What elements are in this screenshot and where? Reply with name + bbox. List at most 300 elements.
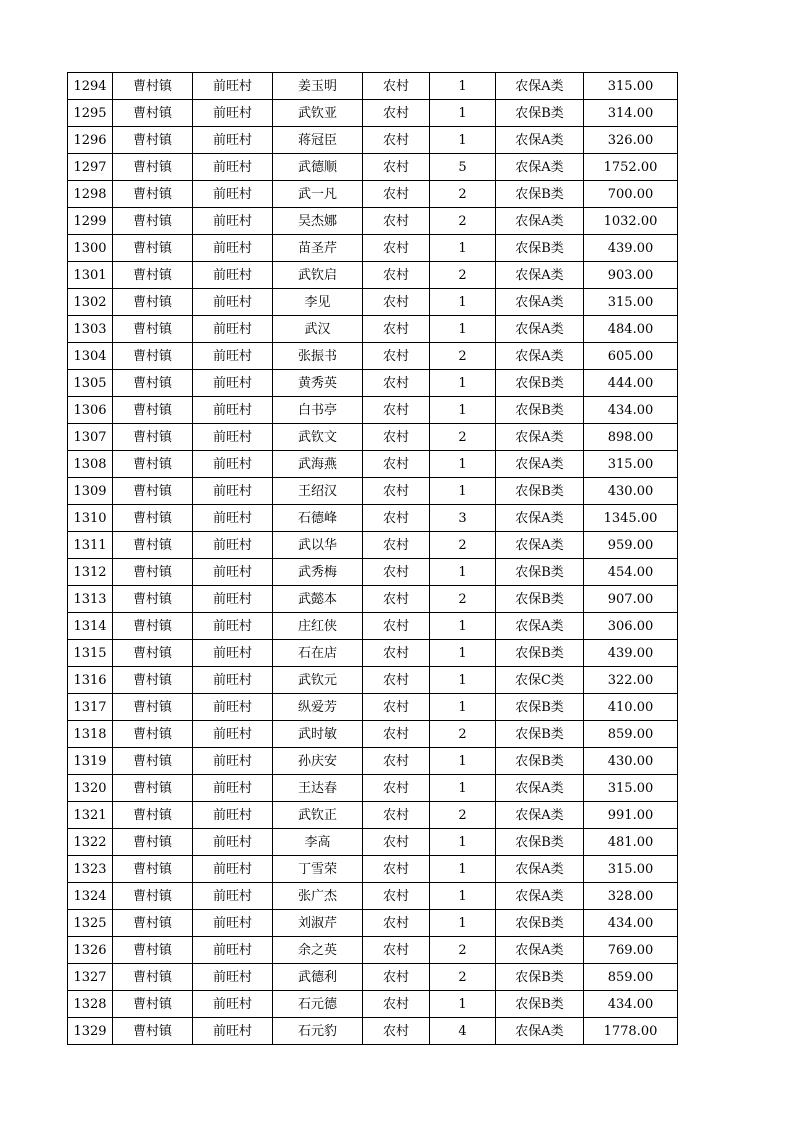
amount-cell: 410.00 <box>584 694 678 721</box>
household-type-cell: 农村 <box>363 73 430 100</box>
amount-cell: 328.00 <box>584 883 678 910</box>
table-row <box>68 1018 678 1045</box>
member-count-cell: 1 <box>430 127 496 154</box>
table-row <box>68 613 678 640</box>
person-name-cell: 武德利 <box>273 964 363 991</box>
household-type-cell: 农村 <box>363 370 430 397</box>
town-cell: 曹村镇 <box>113 856 193 883</box>
amount-cell: 314.00 <box>584 100 678 127</box>
amount-cell: 322.00 <box>584 667 678 694</box>
member-count-cell: 3 <box>430 505 496 532</box>
village-cell: 前旺村 <box>193 613 273 640</box>
serial-number-cell: 1325 <box>68 910 113 937</box>
table-row <box>68 127 678 154</box>
town-cell: 曹村镇 <box>113 964 193 991</box>
amount-cell: 444.00 <box>584 370 678 397</box>
village-cell: 前旺村 <box>193 397 273 424</box>
amount-cell: 700.00 <box>584 181 678 208</box>
insurance-category-cell: 农保A类 <box>496 343 584 370</box>
town-cell: 曹村镇 <box>113 262 193 289</box>
household-type-cell: 农村 <box>363 829 430 856</box>
town-cell: 曹村镇 <box>113 289 193 316</box>
serial-number-cell: 1300 <box>68 235 113 262</box>
insurance-category-cell: 农保B类 <box>496 640 584 667</box>
amount-cell: 315.00 <box>584 451 678 478</box>
person-name-cell: 黄秀英 <box>273 370 363 397</box>
household-type-cell: 农村 <box>363 316 430 343</box>
serial-number-cell: 1302 <box>68 289 113 316</box>
serial-number-cell: 1317 <box>68 694 113 721</box>
person-name-cell: 苗圣芹 <box>273 235 363 262</box>
member-count-cell: 1 <box>430 73 496 100</box>
member-count-cell: 2 <box>430 964 496 991</box>
member-count-cell: 1 <box>430 667 496 694</box>
town-cell: 曹村镇 <box>113 694 193 721</box>
amount-cell: 315.00 <box>584 856 678 883</box>
table-row <box>68 154 678 181</box>
village-cell: 前旺村 <box>193 73 273 100</box>
town-cell: 曹村镇 <box>113 1018 193 1045</box>
village-cell: 前旺村 <box>193 289 273 316</box>
household-type-cell: 农村 <box>363 451 430 478</box>
table-row <box>68 910 678 937</box>
insurance-category-cell: 农保B类 <box>496 721 584 748</box>
household-type-cell: 农村 <box>363 505 430 532</box>
amount-cell: 1778.00 <box>584 1018 678 1045</box>
member-count-cell: 2 <box>430 586 496 613</box>
serial-number-cell: 1323 <box>68 856 113 883</box>
insurance-category-cell: 农保A类 <box>496 613 584 640</box>
town-cell: 曹村镇 <box>113 937 193 964</box>
member-count-cell: 2 <box>430 208 496 235</box>
household-type-cell: 农村 <box>363 289 430 316</box>
village-cell: 前旺村 <box>193 100 273 127</box>
serial-number-cell: 1296 <box>68 127 113 154</box>
member-count-cell: 1 <box>430 100 496 127</box>
serial-number-cell: 1320 <box>68 775 113 802</box>
amount-cell: 434.00 <box>584 991 678 1018</box>
household-type-cell: 农村 <box>363 910 430 937</box>
member-count-cell: 1 <box>430 613 496 640</box>
village-cell: 前旺村 <box>193 883 273 910</box>
town-cell: 曹村镇 <box>113 505 193 532</box>
serial-number-cell: 1303 <box>68 316 113 343</box>
town-cell: 曹村镇 <box>113 748 193 775</box>
table-row <box>68 343 678 370</box>
insurance-category-cell: 农保A类 <box>496 451 584 478</box>
amount-cell: 454.00 <box>584 559 678 586</box>
serial-number-cell: 1306 <box>68 397 113 424</box>
household-type-cell: 农村 <box>363 937 430 964</box>
household-type-cell: 农村 <box>363 748 430 775</box>
table-row <box>68 883 678 910</box>
table-row <box>68 289 678 316</box>
member-count-cell: 1 <box>430 478 496 505</box>
household-type-cell: 农村 <box>363 586 430 613</box>
village-cell: 前旺村 <box>193 640 273 667</box>
town-cell: 曹村镇 <box>113 775 193 802</box>
insurance-category-cell: 农保B类 <box>496 478 584 505</box>
household-type-cell: 农村 <box>363 856 430 883</box>
town-cell: 曹村镇 <box>113 829 193 856</box>
insurance-category-cell: 农保C类 <box>496 667 584 694</box>
member-count-cell: 1 <box>430 991 496 1018</box>
member-count-cell: 1 <box>430 883 496 910</box>
person-name-cell: 石在店 <box>273 640 363 667</box>
household-type-cell: 农村 <box>363 721 430 748</box>
village-cell: 前旺村 <box>193 181 273 208</box>
amount-cell: 859.00 <box>584 964 678 991</box>
insurance-category-cell: 农保A类 <box>496 505 584 532</box>
serial-number-cell: 1307 <box>68 424 113 451</box>
insurance-category-cell: 农保B类 <box>496 991 584 1018</box>
town-cell: 曹村镇 <box>113 883 193 910</box>
person-name-cell: 武钦文 <box>273 424 363 451</box>
amount-cell: 439.00 <box>584 640 678 667</box>
member-count-cell: 2 <box>430 532 496 559</box>
table-row <box>68 370 678 397</box>
amount-cell: 859.00 <box>584 721 678 748</box>
village-cell: 前旺村 <box>193 559 273 586</box>
insurance-category-cell: 农保A类 <box>496 73 584 100</box>
person-name-cell: 武钦启 <box>273 262 363 289</box>
village-cell: 前旺村 <box>193 748 273 775</box>
person-name-cell: 庄红侠 <box>273 613 363 640</box>
member-count-cell: 1 <box>430 856 496 883</box>
person-name-cell: 刘淑芹 <box>273 910 363 937</box>
amount-cell: 907.00 <box>584 586 678 613</box>
town-cell: 曹村镇 <box>113 100 193 127</box>
member-count-cell: 1 <box>430 316 496 343</box>
table-row <box>68 775 678 802</box>
household-type-cell: 农村 <box>363 964 430 991</box>
person-name-cell: 武一凡 <box>273 181 363 208</box>
village-cell: 前旺村 <box>193 343 273 370</box>
serial-number-cell: 1301 <box>68 262 113 289</box>
insurance-category-cell: 农保A类 <box>496 208 584 235</box>
household-type-cell: 农村 <box>363 154 430 181</box>
table-row <box>68 505 678 532</box>
town-cell: 曹村镇 <box>113 802 193 829</box>
amount-cell: 898.00 <box>584 424 678 451</box>
town-cell: 曹村镇 <box>113 370 193 397</box>
member-count-cell: 4 <box>430 1018 496 1045</box>
insurance-category-cell: 农保B类 <box>496 910 584 937</box>
insurance-category-cell: 农保B类 <box>496 829 584 856</box>
member-count-cell: 5 <box>430 154 496 181</box>
serial-number-cell: 1310 <box>68 505 113 532</box>
member-count-cell: 2 <box>430 937 496 964</box>
household-type-cell: 农村 <box>363 127 430 154</box>
serial-number-cell: 1298 <box>68 181 113 208</box>
person-name-cell: 李高 <box>273 829 363 856</box>
member-count-cell: 2 <box>430 343 496 370</box>
insurance-category-cell: 农保A类 <box>496 937 584 964</box>
village-cell: 前旺村 <box>193 208 273 235</box>
serial-number-cell: 1305 <box>68 370 113 397</box>
table-row <box>68 559 678 586</box>
village-cell: 前旺村 <box>193 127 273 154</box>
insurance-category-cell: 农保A类 <box>496 1018 584 1045</box>
member-count-cell: 1 <box>430 235 496 262</box>
insurance-category-cell: 农保B类 <box>496 694 584 721</box>
amount-cell: 434.00 <box>584 397 678 424</box>
amount-cell: 326.00 <box>584 127 678 154</box>
person-name-cell: 石元豹 <box>273 1018 363 1045</box>
insurance-category-cell: 农保A类 <box>496 316 584 343</box>
village-cell: 前旺村 <box>193 478 273 505</box>
table-row <box>68 721 678 748</box>
serial-number-cell: 1328 <box>68 991 113 1018</box>
household-type-cell: 农村 <box>363 775 430 802</box>
town-cell: 曹村镇 <box>113 451 193 478</box>
member-count-cell: 1 <box>430 370 496 397</box>
amount-cell: 430.00 <box>584 748 678 775</box>
table-row <box>68 397 678 424</box>
household-type-cell: 农村 <box>363 640 430 667</box>
serial-number-cell: 1321 <box>68 802 113 829</box>
table-row <box>68 694 678 721</box>
serial-number-cell: 1311 <box>68 532 113 559</box>
amount-cell: 1752.00 <box>584 154 678 181</box>
village-cell: 前旺村 <box>193 235 273 262</box>
table-row <box>68 262 678 289</box>
household-type-cell: 农村 <box>363 559 430 586</box>
village-cell: 前旺村 <box>193 856 273 883</box>
table-row <box>68 316 678 343</box>
village-cell: 前旺村 <box>193 370 273 397</box>
village-cell: 前旺村 <box>193 667 273 694</box>
village-cell: 前旺村 <box>193 721 273 748</box>
household-type-cell: 农村 <box>363 883 430 910</box>
town-cell: 曹村镇 <box>113 316 193 343</box>
insurance-category-cell: 农保A类 <box>496 532 584 559</box>
member-count-cell: 1 <box>430 289 496 316</box>
town-cell: 曹村镇 <box>113 586 193 613</box>
serial-number-cell: 1314 <box>68 613 113 640</box>
table-row <box>68 586 678 613</box>
insurance-category-cell: 农保B类 <box>496 370 584 397</box>
member-count-cell: 1 <box>430 829 496 856</box>
town-cell: 曹村镇 <box>113 640 193 667</box>
amount-cell: 959.00 <box>584 532 678 559</box>
serial-number-cell: 1319 <box>68 748 113 775</box>
household-type-cell: 农村 <box>363 1018 430 1045</box>
household-type-cell: 农村 <box>363 532 430 559</box>
amount-cell: 315.00 <box>584 289 678 316</box>
person-name-cell: 石元德 <box>273 991 363 1018</box>
serial-number-cell: 1308 <box>68 451 113 478</box>
table-row <box>68 235 678 262</box>
member-count-cell: 2 <box>430 721 496 748</box>
insurance-category-cell: 农保B类 <box>496 235 584 262</box>
table-row <box>68 208 678 235</box>
insurance-category-cell: 农保A类 <box>496 127 584 154</box>
person-name-cell: 余之英 <box>273 937 363 964</box>
village-cell: 前旺村 <box>193 964 273 991</box>
town-cell: 曹村镇 <box>113 73 193 100</box>
roster-table-body <box>68 73 678 1045</box>
table-row <box>68 748 678 775</box>
town-cell: 曹村镇 <box>113 991 193 1018</box>
serial-number-cell: 1318 <box>68 721 113 748</box>
serial-number-cell: 1295 <box>68 100 113 127</box>
member-count-cell: 2 <box>430 424 496 451</box>
village-cell: 前旺村 <box>193 586 273 613</box>
table-row <box>68 100 678 127</box>
insurance-category-cell: 农保A类 <box>496 262 584 289</box>
serial-number-cell: 1297 <box>68 154 113 181</box>
town-cell: 曹村镇 <box>113 667 193 694</box>
person-name-cell: 武钦正 <box>273 802 363 829</box>
insurance-category-cell: 农保A类 <box>496 775 584 802</box>
village-cell: 前旺村 <box>193 937 273 964</box>
insurance-category-cell: 农保A类 <box>496 883 584 910</box>
amount-cell: 315.00 <box>584 73 678 100</box>
household-type-cell: 农村 <box>363 208 430 235</box>
table-row <box>68 451 678 478</box>
person-name-cell: 纵爱芳 <box>273 694 363 721</box>
table-row <box>68 829 678 856</box>
table-row <box>68 802 678 829</box>
person-name-cell: 蒋冠臣 <box>273 127 363 154</box>
table-row <box>68 667 678 694</box>
town-cell: 曹村镇 <box>113 721 193 748</box>
insurance-category-cell: 农保B类 <box>496 559 584 586</box>
insurance-category-cell: 农保A类 <box>496 424 584 451</box>
serial-number-cell: 1294 <box>68 73 113 100</box>
serial-number-cell: 1324 <box>68 883 113 910</box>
insurance-category-cell: 农保B类 <box>496 748 584 775</box>
member-count-cell: 1 <box>430 451 496 478</box>
town-cell: 曹村镇 <box>113 613 193 640</box>
person-name-cell: 武钦元 <box>273 667 363 694</box>
amount-cell: 1345.00 <box>584 505 678 532</box>
person-name-cell: 张广杰 <box>273 883 363 910</box>
person-name-cell: 张振书 <box>273 343 363 370</box>
member-count-cell: 1 <box>430 748 496 775</box>
serial-number-cell: 1313 <box>68 586 113 613</box>
roster-table <box>67 72 678 1045</box>
town-cell: 曹村镇 <box>113 910 193 937</box>
village-cell: 前旺村 <box>193 532 273 559</box>
amount-cell: 1032.00 <box>584 208 678 235</box>
amount-cell: 439.00 <box>584 235 678 262</box>
table-row <box>68 73 678 100</box>
serial-number-cell: 1327 <box>68 964 113 991</box>
household-type-cell: 农村 <box>363 181 430 208</box>
table-row <box>68 478 678 505</box>
town-cell: 曹村镇 <box>113 397 193 424</box>
person-name-cell: 武时敏 <box>273 721 363 748</box>
town-cell: 曹村镇 <box>113 532 193 559</box>
household-type-cell: 农村 <box>363 991 430 1018</box>
serial-number-cell: 1312 <box>68 559 113 586</box>
serial-number-cell: 1329 <box>68 1018 113 1045</box>
person-name-cell: 武秀梅 <box>273 559 363 586</box>
amount-cell: 315.00 <box>584 775 678 802</box>
person-name-cell: 王达春 <box>273 775 363 802</box>
household-type-cell: 农村 <box>363 235 430 262</box>
member-count-cell: 1 <box>430 559 496 586</box>
serial-number-cell: 1322 <box>68 829 113 856</box>
insurance-category-cell: 农保B类 <box>496 964 584 991</box>
person-name-cell: 武德顺 <box>273 154 363 181</box>
person-name-cell: 李见 <box>273 289 363 316</box>
village-cell: 前旺村 <box>193 424 273 451</box>
household-type-cell: 农村 <box>363 262 430 289</box>
household-type-cell: 农村 <box>363 613 430 640</box>
amount-cell: 430.00 <box>584 478 678 505</box>
village-cell: 前旺村 <box>193 1018 273 1045</box>
person-name-cell: 武懿本 <box>273 586 363 613</box>
person-name-cell: 武以华 <box>273 532 363 559</box>
serial-number-cell: 1326 <box>68 937 113 964</box>
person-name-cell: 武海燕 <box>273 451 363 478</box>
amount-cell: 605.00 <box>584 343 678 370</box>
serial-number-cell: 1299 <box>68 208 113 235</box>
member-count-cell: 2 <box>430 181 496 208</box>
household-type-cell: 农村 <box>363 694 430 721</box>
insurance-category-cell: 农保A类 <box>496 802 584 829</box>
member-count-cell: 2 <box>430 262 496 289</box>
town-cell: 曹村镇 <box>113 154 193 181</box>
amount-cell: 306.00 <box>584 613 678 640</box>
insurance-category-cell: 农保B类 <box>496 397 584 424</box>
table-row <box>68 937 678 964</box>
village-cell: 前旺村 <box>193 505 273 532</box>
person-name-cell: 武汉 <box>273 316 363 343</box>
table-row <box>68 424 678 451</box>
member-count-cell: 1 <box>430 640 496 667</box>
table-row <box>68 532 678 559</box>
table-row <box>68 856 678 883</box>
person-name-cell: 孙庆安 <box>273 748 363 775</box>
insurance-category-cell: 农保B类 <box>496 100 584 127</box>
town-cell: 曹村镇 <box>113 343 193 370</box>
insurance-category-cell: 农保A类 <box>496 856 584 883</box>
household-type-cell: 农村 <box>363 424 430 451</box>
insurance-category-cell: 农保B类 <box>496 586 584 613</box>
village-cell: 前旺村 <box>193 802 273 829</box>
town-cell: 曹村镇 <box>113 235 193 262</box>
person-name-cell: 丁雪荣 <box>273 856 363 883</box>
amount-cell: 991.00 <box>584 802 678 829</box>
village-cell: 前旺村 <box>193 316 273 343</box>
table-row <box>68 991 678 1018</box>
town-cell: 曹村镇 <box>113 208 193 235</box>
person-name-cell: 王绍汉 <box>273 478 363 505</box>
village-cell: 前旺村 <box>193 910 273 937</box>
town-cell: 曹村镇 <box>113 127 193 154</box>
household-type-cell: 农村 <box>363 802 430 829</box>
serial-number-cell: 1304 <box>68 343 113 370</box>
village-cell: 前旺村 <box>193 154 273 181</box>
serial-number-cell: 1315 <box>68 640 113 667</box>
village-cell: 前旺村 <box>193 991 273 1018</box>
town-cell: 曹村镇 <box>113 181 193 208</box>
amount-cell: 481.00 <box>584 829 678 856</box>
member-count-cell: 2 <box>430 802 496 829</box>
town-cell: 曹村镇 <box>113 559 193 586</box>
serial-number-cell: 1316 <box>68 667 113 694</box>
amount-cell: 434.00 <box>584 910 678 937</box>
amount-cell: 484.00 <box>584 316 678 343</box>
person-name-cell: 吴杰娜 <box>273 208 363 235</box>
town-cell: 曹村镇 <box>113 424 193 451</box>
insurance-category-cell: 农保A类 <box>496 289 584 316</box>
member-count-cell: 1 <box>430 397 496 424</box>
